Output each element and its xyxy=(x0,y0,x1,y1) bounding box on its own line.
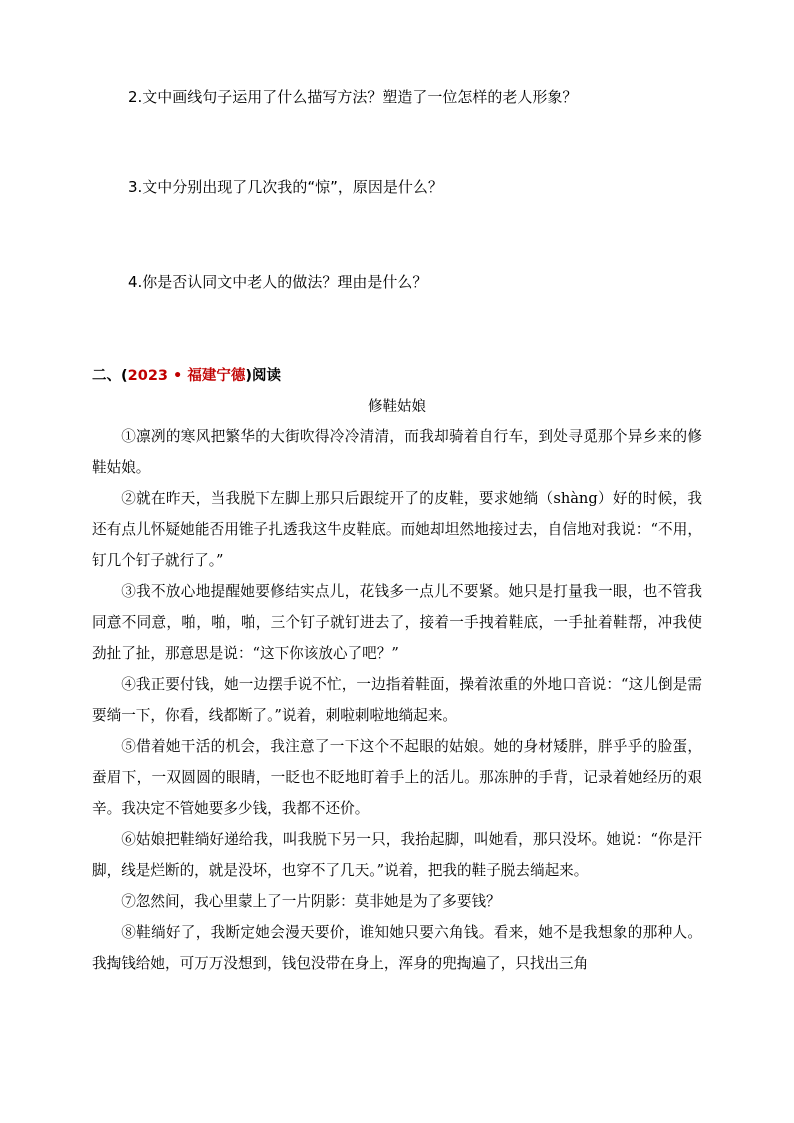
article-title: 修鞋姑娘 xyxy=(368,399,426,415)
section-prefix: 二、( xyxy=(92,368,128,384)
paragraph-5: ⑤借着她干活的机会，我注意了一下这个不起眼的姑娘。她的身材矮胖，胖乎乎的脸蛋，蚕眉下，一双圆圆的眼睛，一眨也不眨地盯着手上的活儿。那冻肿的手背，记录着她经历的艰辛。我决定不管她要多少钱，我都不还价。 xyxy=(92,738,702,817)
question-3: 3.文中分别出现了几次我的“惊”，原因是什么？ xyxy=(128,178,443,196)
paragraph-7: ⑦忽然间，我心里蒙上了一片阴影：莫非她是为了多要钱？ xyxy=(121,893,501,910)
paragraph-1: ①凛冽的寒风把繁华的大街吹得冷冷清清，而我却骑着自行车，到处寻觅那个异乡来的修鞋姑娘。 xyxy=(92,428,702,476)
question-4: 4.你是否认同文中老人的做法？理由是什么？ xyxy=(128,273,428,291)
paragraph-4: ④我正要付钱，她一边摆手说不忙，一边指着鞋面，操着浓重的外地口音说：“这儿倒是需要绱一下，你看，线都断了。”说着，刺啦刺啦地绱起来。 xyxy=(92,676,702,724)
section-heading xyxy=(92,365,281,387)
paragraph-3: ③我不放心地提醒她要修结实点儿，花钱多一点儿不要紧。她只是打量我一眼，也不管我同意不同意，啪，啪，啪，三个钉子就钉进去了，接着一手拽着鞋底，一手扯着鞋帮，冲我使劲扯了扯，那意思是说：“这下你该放心了吧？” xyxy=(92,583,702,662)
question-2: 2.文中画线句子运用了什么描写方法？塑造了一位怎样的老人形象？ xyxy=(128,88,578,106)
section-source: 2023 • 福建宁德 xyxy=(127,368,246,384)
article-body xyxy=(92,421,702,979)
paragraph-8: ⑧鞋绱好了，我断定她会漫天要价，谁知她只要六角钱。看来，她不是我想象的那种人。我掏钱给她，可万万没想到，钱包没带在身上，浑身的兜掏遍了，只找出三角 xyxy=(92,924,702,972)
paragraph-6: ⑥姑娘把鞋绱好递给我，叫我脱下另一只，我抬起脚，叫她看，那只没坏。她说：“你是汗脚，线是烂断的，就是没坏，也穿不了几天。”说着，把我的鞋子脱去绱起来。 xyxy=(92,831,702,879)
paragraph-2: ②就在昨天，当我脱下左脚上那只后跟绽开了的皮鞋，要求她绱（shàng）好的时候，我还有点儿怀疑她能否用锥子扎透我这牛皮鞋底。而她却坦然地接过去，自信地对我说：“不用，钉几个钉子就行了。” xyxy=(92,490,702,569)
section-suffix: )阅读 xyxy=(245,368,282,384)
